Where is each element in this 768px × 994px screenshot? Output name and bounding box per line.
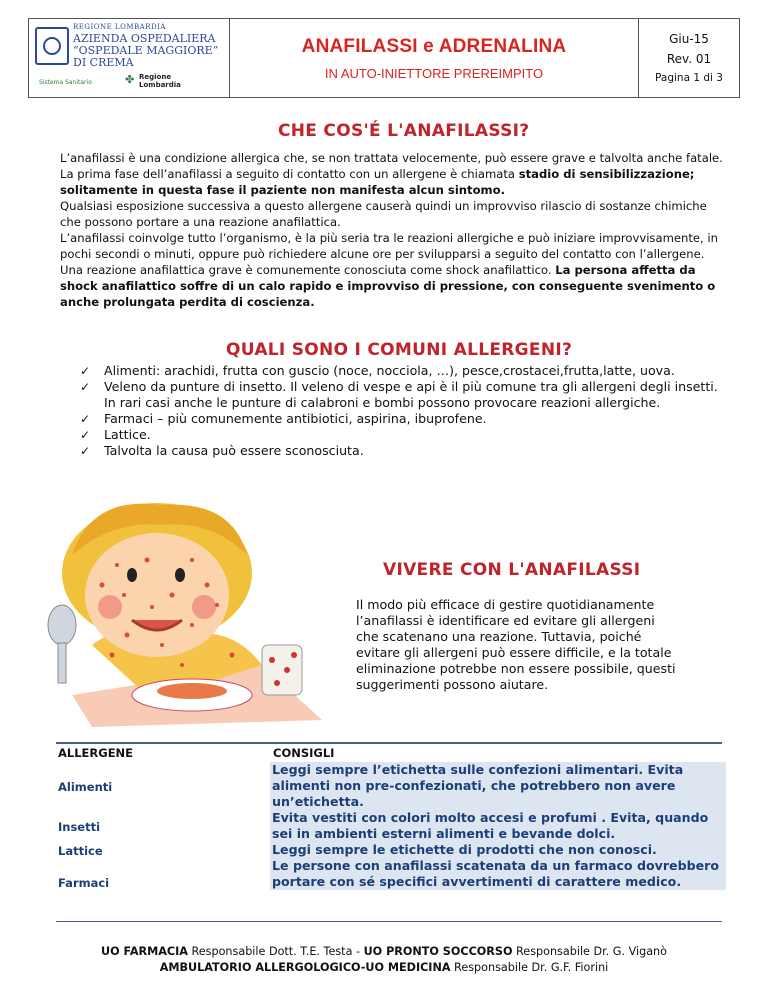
table-bottom-rule bbox=[56, 921, 722, 922]
list-item: ✓ Talvolta la causa può essere sconosciuta. bbox=[80, 443, 364, 458]
section-heading-anafilassi: CHE COS'É L'ANAFILASSI? bbox=[278, 121, 530, 141]
logo-sistema-text: Sistema Sanitario bbox=[39, 79, 92, 86]
allergen-list bbox=[78, 363, 718, 459]
document-footer: UO FARMACIA Responsabile Dott. T.E. Testa - UO PRONTO SOCCORSO Responsabile Dr. G. Viganò AMBULATORIO ALLERGOLOGICO-UO MEDICINA Responsabile Dr. G.F. Fiorini bbox=[100, 945, 667, 974]
logo-regione-text: Regione Lombardia bbox=[139, 73, 181, 89]
list-item: ✓ Lattice. bbox=[80, 427, 151, 442]
document-title: ANAFILASSI e ADRENALINA bbox=[301, 35, 567, 57]
table-row-label: Insetti bbox=[58, 820, 101, 834]
table-row-label: Lattice bbox=[58, 844, 103, 858]
hospital-crest-icon bbox=[35, 27, 69, 65]
advice-cell: Leggi sempre l’etichetta sulle confezioni alimentari. Evita alimenti non pre-confezionati, che potrebbero non avere un’etichetta. bbox=[272, 762, 684, 809]
advice-cell: Le persone con anafilassi scatenata da un farmaco dovrebbero portare con sé specifici avvertimenti di carattere medico. bbox=[272, 858, 720, 889]
anafilassi-description bbox=[60, 150, 726, 310]
doc-date: Giu-15 bbox=[669, 32, 709, 46]
table-advice-column bbox=[270, 762, 726, 890]
child-with-rash-illustration bbox=[32, 495, 332, 727]
paragraph: Qualsiasi esposizione successiva a questo allergene causerà quindi un improvviso rilascio di sostanze chimiche che possono portare a una reazione anafilattica. bbox=[60, 199, 707, 229]
checkmark-icon: ✓ bbox=[80, 412, 91, 426]
column-header-allergene: ALLERGENE bbox=[58, 746, 134, 760]
title-cell bbox=[230, 19, 639, 98]
advice-cell: Leggi sempre le etichette di prodotti che non conosci. bbox=[272, 842, 657, 857]
logo-region-text: REGIONE LOMBARDIA bbox=[73, 23, 166, 31]
list-item: ✓ Veleno da punture di insetto. Il veleno di vespe e api è il più comune tra gli allergeni degli insetti. In rari casi anche le punture di calabroni e bombi possono provocare reazioni allergiche. bbox=[80, 379, 718, 410]
paragraph: Una reazione anafilattica grave è comunemente conosciuta come shock anafilattico. La persona affetta da shock anafilattico soffre di un calo rapido e improvviso di pressione, con conseguente svenimento o anche prolungata perdita di coscienza. bbox=[60, 263, 716, 309]
checkmark-icon: ✓ bbox=[80, 428, 91, 442]
section-heading-allergeni: QUALI SONO I COMUNI ALLERGENI? bbox=[226, 340, 573, 360]
checkmark-icon: ✓ bbox=[80, 364, 91, 378]
logo-org-name: AZIENDA OSPEDALIERA “OSPEDALE MAGGIORE” DI CREMA bbox=[73, 32, 219, 69]
regione-lombardia-icon: ✤ bbox=[125, 73, 135, 86]
advice-cell: Evita vestiti con colori molto accesi e profumi . Evita, quando sei in ambienti esterni alimenti e bevande dolci. bbox=[272, 810, 709, 841]
hospital-logo-cell bbox=[29, 19, 230, 98]
checkmark-icon: ✓ bbox=[80, 380, 91, 394]
checkmark-icon: ✓ bbox=[80, 444, 91, 458]
section-heading-vivere: VIVERE CON L'ANAFILASSI bbox=[383, 560, 641, 580]
living-with-anaphylaxis-text: Il modo più efficace di gestire quotidianamente l’anafilassi è identificare ed evitare gli allergeni che scatenano una reazione. Tuttavia, poiché evitare gli allergeni può essere difficile, e la totale eliminazione potrebbe non essere possibile, questi suggerimenti possono aiutare. bbox=[356, 597, 676, 692]
document-subtitle: IN AUTO-INIETTORE PREREIMPITO bbox=[324, 65, 544, 81]
paragraph: La prima fase dell’anafilassi a seguito di contatto con un allergene è chiamata stadio di sensibilizzazione; solitamente in questa fase il paziente non manifesta alcun sintomo. bbox=[60, 167, 695, 197]
doc-revision: Rev. 01 bbox=[666, 52, 712, 66]
table-row-label: Farmaci bbox=[58, 876, 110, 890]
paragraph: L’anafilassi è una condizione allergica che, se non trattata velocemente, può essere grave e talvolta anche fatale. bbox=[60, 151, 723, 165]
table-row-label: Alimenti bbox=[58, 780, 113, 794]
list-item: ✓ Alimenti: arachidi, frutta con guscio (noce, nocciola, …), pesce,crostacei,frutta,latte, uova. bbox=[80, 363, 675, 378]
document-header bbox=[28, 18, 740, 98]
column-header-consigli: CONSIGLI bbox=[273, 746, 335, 760]
paragraph: L’anafilassi coinvolge tutto l’organismo, è la più seria tra le reazioni allergiche e può iniziare improvvisamente, in pochi secondi o minuti, oppure può richiedere alcune ore per svilupparsi a seguito del contatto con l’allergene. bbox=[60, 231, 718, 261]
page-number: Pagina 1 di 3 bbox=[655, 72, 723, 84]
allergen-advice-table bbox=[56, 743, 722, 763]
revision-cell bbox=[639, 19, 740, 98]
table-top-rule bbox=[56, 742, 722, 743]
list-item: ✓ Farmaci – più comunemente antibiotici, aspirina, ibuprofene. bbox=[80, 411, 487, 426]
